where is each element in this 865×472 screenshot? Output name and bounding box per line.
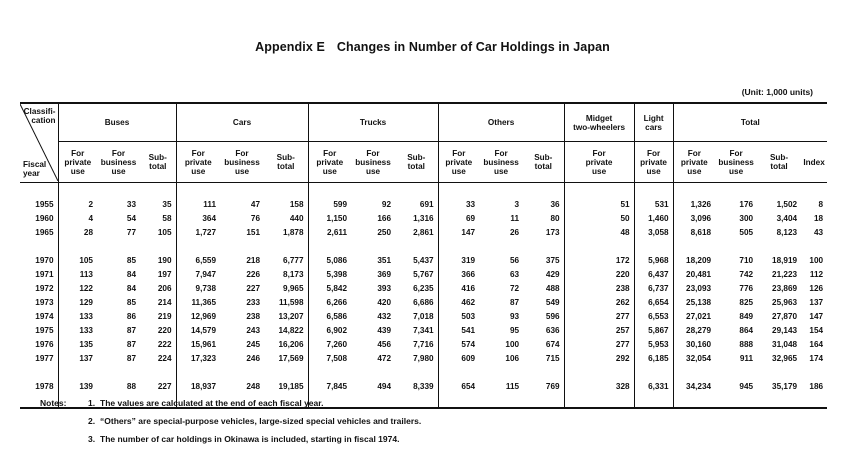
table-cell: 366: [438, 267, 479, 281]
table-cell: 888: [739, 339, 754, 349]
table-cell: 742: [739, 269, 754, 279]
table-cell: 105: [157, 227, 172, 237]
table-cell: 364: [176, 211, 220, 225]
table-cell: 456: [377, 339, 392, 349]
table-cell: 33: [438, 197, 479, 211]
table-cell: 18,937: [176, 379, 220, 393]
table-cell: 14,822: [278, 325, 304, 335]
table-cell: 218: [246, 255, 261, 265]
table-cell: 227: [157, 381, 172, 391]
table-row: [20, 295, 827, 309]
table-cell: 100: [505, 339, 520, 349]
corner-header-cell: [20, 103, 58, 183]
group-header-trucks: Trucks: [308, 103, 438, 142]
table-cell: 6,331: [634, 379, 673, 393]
table-cell: 112: [809, 269, 824, 279]
table-body: [20, 183, 827, 409]
column-header: For private use: [673, 142, 715, 183]
note-number: 3.: [88, 434, 96, 444]
table-cell: 1,316: [413, 213, 434, 223]
table-cell: 87: [126, 325, 136, 335]
table-cell: 135: [58, 337, 97, 351]
table-cell: 369: [377, 269, 392, 279]
table-cell: 3,404: [776, 213, 798, 223]
table-cell: 776: [739, 283, 754, 293]
table-cell: 86: [126, 311, 136, 321]
row-spacer: [20, 239, 827, 253]
table-cell: 6,185: [634, 351, 673, 365]
table-cell: 174: [809, 353, 824, 363]
table-cell: 5,842: [308, 281, 351, 295]
table-cell: 505: [739, 227, 754, 237]
fiscal-year-cell: 1971: [35, 269, 54, 279]
fiscal-year-cell: 1960: [35, 213, 54, 223]
table-cell: 7,341: [413, 325, 434, 335]
table-cell: 106: [505, 353, 520, 363]
table-cell: 137: [58, 351, 97, 365]
group-header-midget-two-wheelers: Midget two-wheelers: [564, 103, 634, 142]
table-cell: 28: [58, 225, 97, 239]
table-cell: 137: [809, 297, 824, 307]
column-header: Sub- total: [395, 142, 438, 183]
table-cell: 472: [377, 353, 392, 363]
table-cell: 494: [377, 381, 392, 391]
group-header-buses: Buses: [58, 103, 176, 142]
table-cell: 715: [545, 353, 560, 363]
table-cell: 6,235: [413, 283, 434, 293]
table-cell: 5,767: [413, 269, 434, 279]
table-cell: 549: [545, 297, 560, 307]
column-header: For business use: [351, 142, 395, 183]
table-cell: 172: [564, 253, 634, 267]
table-cell: 432: [377, 311, 392, 321]
table-cell: 88: [126, 381, 136, 391]
table-cell: 7,845: [308, 379, 351, 393]
table-cell: 574: [438, 337, 479, 351]
table-cell: 2,861: [413, 227, 434, 237]
table-cell: 147: [809, 311, 824, 321]
table-cell: 250: [377, 227, 392, 237]
table-cell: 246: [246, 353, 261, 363]
table-cell: 12,969: [176, 309, 220, 323]
table-cell: 8,173: [283, 269, 304, 279]
table-cell: 34,234: [673, 379, 715, 393]
table-cell: 84: [126, 269, 136, 279]
table-cell: 85: [126, 255, 136, 265]
table-cell: 245: [246, 339, 261, 349]
table-row: [20, 323, 827, 337]
table-cell: 8,123: [776, 227, 798, 237]
table-cell: 864: [739, 325, 754, 335]
table-cell: 29,143: [772, 325, 798, 335]
table-cell: 1,150: [308, 211, 351, 225]
table-cell: 151: [246, 227, 261, 237]
table-cell: 224: [157, 353, 172, 363]
table-cell: 166: [377, 213, 392, 223]
table-cell: 440: [289, 213, 304, 223]
column-header: Sub- total: [757, 142, 801, 183]
table-cell: 636: [545, 325, 560, 335]
table-cell: 95: [509, 325, 520, 335]
column-header: For private use: [176, 142, 220, 183]
table-cell: 710: [739, 255, 754, 265]
table-cell: 32,054: [673, 351, 715, 365]
table-cell: 1,878: [283, 227, 304, 237]
table-cell: 56: [509, 255, 520, 265]
table-cell: 25,963: [772, 297, 798, 307]
table-cell: 5,953: [634, 337, 673, 351]
table-cell: 35,179: [772, 381, 798, 391]
table-cell: 17,569: [278, 353, 304, 363]
table-cell: 6,559: [176, 253, 220, 267]
column-header: For business use: [715, 142, 757, 183]
table-cell: 5,086: [308, 253, 351, 267]
table-cell: 126: [809, 283, 824, 293]
table-row: [20, 211, 827, 225]
table-cell: 100: [809, 255, 824, 265]
table-cell: 176: [739, 199, 754, 209]
table-cell: 599: [308, 197, 351, 211]
table-cell: 769: [545, 381, 560, 391]
table-cell: 6,686: [413, 297, 434, 307]
table-cell: 596: [545, 311, 560, 321]
table-cell: 27,870: [772, 311, 798, 321]
table-cell: 541: [438, 323, 479, 337]
table-cell: 292: [564, 351, 634, 365]
table-cell: 825: [739, 297, 754, 307]
table-cell: 36: [550, 199, 560, 209]
table-cell: 220: [564, 267, 634, 281]
fiscal-year-cell: 1974: [35, 311, 54, 321]
unit-label: (Unit: 1,000 units): [741, 87, 813, 97]
table-cell: 429: [545, 269, 560, 279]
table-cell: 4: [58, 211, 97, 225]
column-header: For business use: [97, 142, 140, 183]
group-header-others: Others: [438, 103, 564, 142]
table-row: [20, 281, 827, 295]
table-cell: 1,326: [673, 197, 715, 211]
table-cell: 23,093: [673, 281, 715, 295]
row-spacer: [20, 365, 827, 379]
table-cell: 420: [377, 297, 392, 307]
table-cell: 531: [634, 197, 673, 211]
table-cell: 5,968: [634, 253, 673, 267]
column-header: For business use: [220, 142, 264, 183]
table-cell: 206: [157, 283, 172, 293]
table-cell: 227: [246, 283, 261, 293]
table-cell: 277: [564, 309, 634, 323]
table-cell: 69: [438, 211, 479, 225]
table-cell: 17,323: [176, 351, 220, 365]
table-cell: 945: [739, 381, 754, 391]
table-cell: 220: [157, 325, 172, 335]
table-cell: 238: [564, 281, 634, 295]
table-cell: 77: [126, 227, 136, 237]
table-cell: 7,018: [413, 311, 434, 321]
table-cell: 58: [162, 213, 172, 223]
table-cell: 488: [545, 283, 560, 293]
table-cell: 300: [739, 213, 754, 223]
table-cell: 173: [545, 227, 560, 237]
table-cell: 7,508: [308, 351, 351, 365]
table-cell: 48: [564, 225, 634, 239]
table-cell: 222: [157, 339, 172, 349]
table-cell: 7,260: [308, 337, 351, 351]
table-cell: 375: [545, 255, 560, 265]
fiscal-year-cell: 1970: [35, 255, 54, 265]
table-cell: 674: [545, 339, 560, 349]
fiscal-year-cell: 1977: [35, 353, 54, 363]
table-row: [20, 267, 827, 281]
table-cell: 158: [289, 199, 304, 209]
car-holdings-table: [20, 102, 827, 409]
table-cell: 691: [419, 199, 434, 209]
table-cell: 8: [818, 199, 824, 209]
table-cell: 26: [509, 227, 520, 237]
note-text: The values are calculated at the end of each fiscal year.: [100, 398, 324, 408]
table-cell: 14,579: [176, 323, 220, 337]
table-cell: 147: [438, 225, 479, 239]
table-cell: 93: [509, 311, 520, 321]
table-cell: 11: [510, 213, 520, 223]
row-spacer: [20, 183, 827, 198]
table-cell: 31,048: [772, 339, 798, 349]
table-cell: 6,654: [634, 295, 673, 309]
table-cell: 262: [564, 295, 634, 309]
group-header-cars: Cars: [176, 103, 308, 142]
group-header-light-cars: Light cars: [634, 103, 673, 142]
table-cell: 84: [126, 283, 136, 293]
table-row: [20, 253, 827, 267]
table-cell: 7,980: [413, 353, 434, 363]
table-cell: 35: [162, 199, 172, 209]
column-header: For business use: [479, 142, 523, 183]
table-cell: 76: [250, 213, 261, 223]
table-cell: 219: [157, 311, 172, 321]
column-header: Sub- total: [523, 142, 564, 183]
table-cell: 18,209: [673, 253, 715, 267]
note-number: 2.: [88, 416, 96, 426]
column-header: For private use: [564, 142, 634, 183]
table-cell: 50: [564, 211, 634, 225]
table-cell: 462: [438, 295, 479, 309]
table-cell: 105: [58, 253, 97, 267]
table-cell: 87: [509, 297, 520, 307]
table-cell: 257: [564, 323, 634, 337]
table-cell: 6,737: [634, 281, 673, 295]
group-header-total: Total: [673, 103, 827, 142]
table-cell: 186: [809, 381, 824, 391]
table-cell: 328: [564, 379, 634, 393]
table-cell: 87: [126, 339, 136, 349]
fiscal-year-cell: 1976: [35, 339, 54, 349]
table-cell: 8,339: [413, 381, 434, 391]
table-cell: 503: [438, 309, 479, 323]
table-cell: 54: [126, 213, 136, 223]
table-cell: 214: [157, 297, 172, 307]
table-cell: 243: [246, 325, 261, 335]
table-cell: 226: [246, 269, 261, 279]
table-row: [20, 225, 827, 239]
table-cell: 27,021: [673, 309, 715, 323]
table-cell: 9,965: [283, 283, 304, 293]
table-cell: 18,919: [772, 255, 798, 265]
title-prefix: Appendix E: [255, 40, 325, 54]
table-cell: 7,947: [176, 267, 220, 281]
table-cell: 87: [126, 353, 136, 363]
table-cell: 3: [514, 199, 520, 209]
table-cell: 238: [246, 311, 261, 321]
table-cell: 51: [564, 197, 634, 211]
note-text: The number of car holdings in Okinawa is included, starting in fiscal 1974.: [100, 434, 400, 444]
table-cell: 8,618: [673, 225, 715, 239]
table-cell: 111: [176, 197, 220, 211]
fiscal-year-cell: 1972: [35, 283, 54, 293]
table-cell: 30,160: [673, 337, 715, 351]
table-cell: 2: [58, 197, 97, 211]
table-cell: 115: [505, 381, 520, 391]
table-cell: 28,279: [673, 323, 715, 337]
table-cell: 20,481: [673, 267, 715, 281]
column-header: For private use: [438, 142, 479, 183]
table-cell: 11,365: [176, 295, 220, 309]
column-header: For private use: [58, 142, 97, 183]
page-title: [0, 40, 865, 54]
sub-header-row: [20, 142, 827, 183]
table-cell: 21,223: [772, 269, 798, 279]
table-cell: 13,207: [278, 311, 304, 321]
table-cell: 85: [126, 297, 136, 307]
table-cell: 319: [438, 253, 479, 267]
table-cell: 654: [438, 379, 479, 393]
table-cell: 43: [813, 227, 824, 237]
table-cell: 277: [564, 337, 634, 351]
table-cell: 122: [58, 281, 97, 295]
table-cell: 92: [381, 199, 392, 209]
table-cell: 6,266: [308, 295, 351, 309]
column-header: Sub- total: [264, 142, 308, 183]
table-cell: 63: [509, 269, 520, 279]
title-text: Changes in Number of Car Holdings in Japan: [336, 40, 610, 54]
table-cell: 6,553: [634, 309, 673, 323]
table-cell: 16,206: [278, 339, 304, 349]
fiscal-year-label: Fiscal year: [23, 160, 47, 178]
fiscal-year-cell: 1965: [35, 227, 54, 237]
table-cell: 1,502: [776, 199, 798, 209]
table-cell: 133: [58, 309, 97, 323]
table-cell: 129: [58, 295, 97, 309]
table-cell: 72: [509, 283, 520, 293]
table-cell: 33: [126, 199, 136, 209]
table-cell: 164: [809, 339, 824, 349]
table-cell: 5,437: [413, 255, 434, 265]
table-cell: 6,777: [283, 255, 304, 265]
table-cell: 849: [739, 311, 754, 321]
table-cell: 18: [813, 213, 824, 223]
column-header: Sub- total: [140, 142, 176, 183]
table-cell: 190: [157, 255, 172, 265]
fiscal-year-cell: 1975: [35, 325, 54, 335]
table-cell: 439: [377, 325, 392, 335]
table-cell: 19,185: [278, 381, 304, 391]
note-number: 1.: [88, 398, 96, 408]
table-cell: 6,437: [634, 267, 673, 281]
table-cell: 197: [157, 269, 172, 279]
table-cell: 9,738: [176, 281, 220, 295]
column-header: For private use: [634, 142, 673, 183]
classification-label: Classifi- cation: [23, 107, 56, 125]
table-cell: 1,727: [176, 225, 220, 239]
table-cell: 23,869: [772, 283, 798, 293]
column-header: Index: [801, 142, 827, 183]
group-header-row: [20, 103, 827, 142]
table-cell: 3,096: [673, 211, 715, 225]
table-cell: 154: [809, 325, 824, 335]
table-cell: 32,965: [772, 353, 798, 363]
table-cell: 233: [246, 297, 261, 307]
fiscal-year-cell: 1973: [35, 297, 54, 307]
table-cell: 1,460: [634, 211, 673, 225]
table-cell: 113: [58, 267, 97, 281]
table-cell: 133: [58, 323, 97, 337]
table-row: [20, 351, 827, 365]
table-cell: 7,716: [413, 339, 434, 349]
table-cell: 11,598: [278, 297, 304, 307]
table-cell: 248: [246, 381, 261, 391]
column-header: For private use: [308, 142, 351, 183]
table-cell: 911: [739, 353, 754, 363]
table-cell: 609: [438, 351, 479, 365]
table-cell: 3,058: [634, 225, 673, 239]
table-row: [20, 197, 827, 211]
fiscal-year-cell: 1955: [35, 199, 54, 209]
table-cell: 25,138: [673, 295, 715, 309]
table-cell: 6,902: [308, 323, 351, 337]
table-cell: 393: [377, 283, 392, 293]
table-row: [20, 309, 827, 323]
notes-label: Notes:: [40, 398, 67, 408]
table-cell: 139: [58, 379, 97, 393]
fiscal-year-cell: 1978: [35, 381, 54, 391]
table-cell: 351: [377, 255, 392, 265]
table-row: [20, 337, 827, 351]
table-cell: 5,398: [308, 267, 351, 281]
table-cell: 5,867: [634, 323, 673, 337]
table-cell: 15,961: [176, 337, 220, 351]
table-cell: 80: [550, 213, 560, 223]
table-cell: 47: [250, 199, 261, 209]
table-cell: 6,586: [308, 309, 351, 323]
table-cell: 416: [438, 281, 479, 295]
table-row: [20, 379, 827, 393]
note-text: “Others” are special-purpose vehicles, large-sized special vehicles and trailers.: [100, 416, 422, 426]
table-cell: 2,611: [308, 225, 351, 239]
